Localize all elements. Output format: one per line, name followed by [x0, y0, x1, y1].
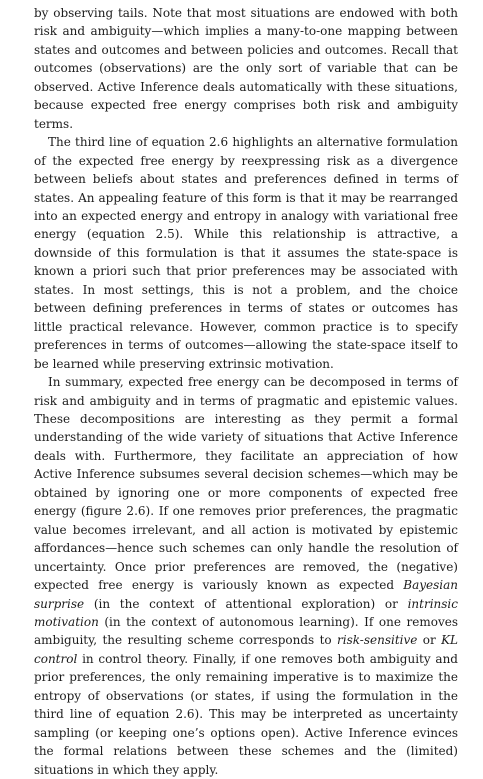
- paragraph-3: [34, 373, 458, 779]
- term-kl-control: KL control: [34, 633, 459, 666]
- document-page: [34, 4, 458, 779]
- paragraph-3-text-e: in control theory. Finally, if one removes both ambiguity and prior preferences, the only remaining imperative is to maximize the entropy of observations (or states, if using the formulation in the third line of equation 2.6). This may be interpreted as uncertainty sampling (or keeping one’s options open). Active Inference evinces the formal relations between these schemes and the (limited) situations in which they apply.: [34, 651, 458, 777]
- paragraph-1-text: by observing tails. Note that most situations are endowed with both risk and ambiguity—which implies a many-to-one mapping between states and outcomes and between policies and outcomes. Recall that outcomes (observations) are the only sort of variable that can be observed. Active Inference deals automatically with these situations, because expected free energy comprises both risk and ambiguity terms.: [34, 6, 458, 131]
- paragraph-3-text-c: (in the context of autonomous learning). If one removes ambiguity, the resulting scheme corresponds to: [34, 614, 458, 648]
- paragraph-3-text-d: or: [417, 633, 442, 648]
- paragraph-2: [34, 133, 458, 373]
- paragraph-3-text-a: In summary, expected free energy can be decomposed in terms of risk and ambiguity and in terms of pragmatic and epistemic values. These decompositions are interesting as they permit a formal understanding of the wide variety of situations that Active Inference deals with. Furthermore, they facilitate an appreciation of how Active Inference subsumes several decision schemes—which may be obtained by ignoring one or more components of expected free energy (figure 2.6). If one removes prior preferences, the pragmatic value becomes irrelevant, and all action is motivated by epistemic affordances—hence such schemes can only handle the resolution of uncertainty. Once prior preferences are removed, the (negative) expected free energy is variously known as expected: [34, 375, 458, 593]
- term-intrinsic-motivation: intrinsic motivation: [34, 596, 458, 629]
- term-bayesian-surprise: Bayesian surprise: [34, 578, 458, 611]
- paragraph-2-text: The third line of equation 2.6 highlights an alternative formulation of the expected free energy by reexpressing risk as a divergence between beliefs about states and preferences defined in terms of states. An appealing feature of this form is that it may be rearranged into an expected energy and entropy in analogy with variational free energy (equation 2.5). While this relationship is attractive, a downside of this formulation is that it assumes the state-space is known a priori such that prior preferences may be associated with states. In most settings, this is not a problem, and the choice between defining preferences in terms of states or outcomes has little practical relevance. However, common practice is to specify preferences in terms of outcomes—allowing the state-space itself to be learned while preserving extrinsic motivation.: [34, 135, 458, 371]
- paragraph-1: [34, 4, 458, 133]
- paragraph-3-text-b: (in the context of attentional exploration) or: [84, 596, 408, 611]
- term-risk-sensitive: risk-sensitive: [337, 633, 418, 648]
